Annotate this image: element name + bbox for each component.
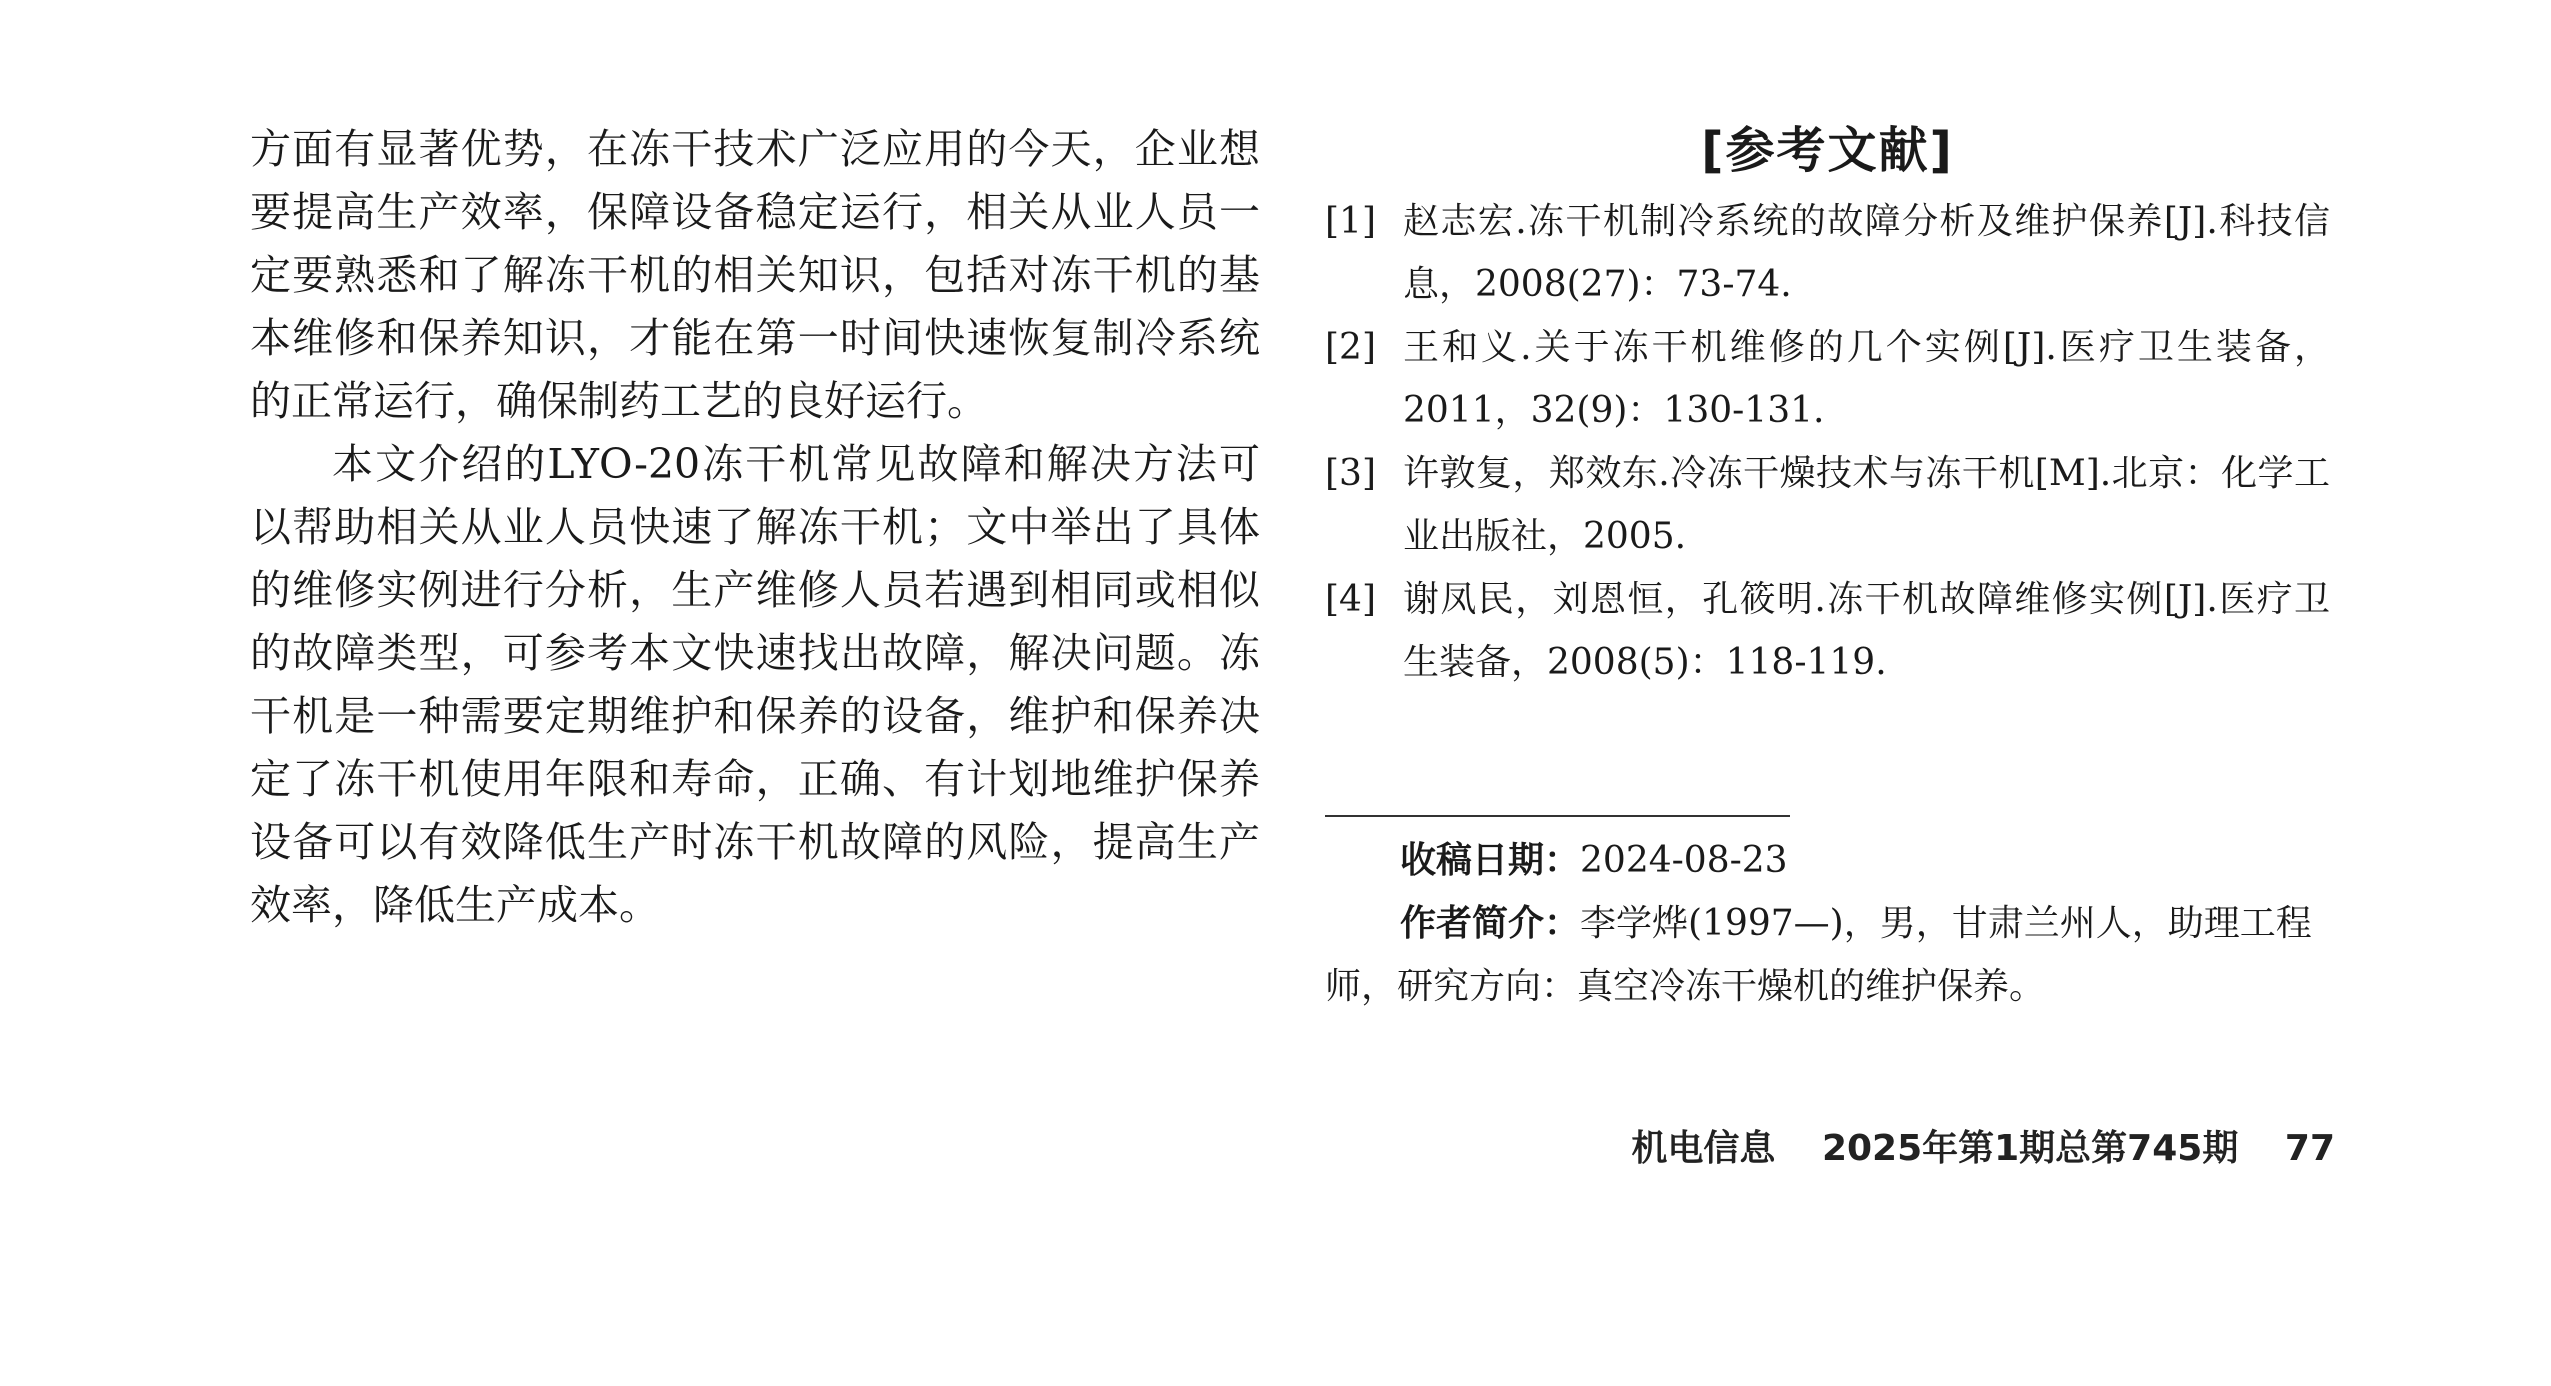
references-heading: [参考文献] xyxy=(1701,122,1954,179)
body-paragraph-1: 方面有显著优势，在冻干技术广泛应用的今天，企业想要提高生产效率，保障设备稳定运行，相关从业人员一定要熟悉和了解冻干机的相关知识，包括对冻干机的基本维修和保养知识，才能在第一时间快速恢复制冷系统的正常运行，确保制药工艺的良好运行。 xyxy=(250,125,1260,425)
reference-number: [2] xyxy=(1325,327,1376,368)
reference-number: [4] xyxy=(1325,579,1376,620)
reference-item-3 xyxy=(1325,442,2330,568)
author-bio-value-line1: 李学烨(1997—)，男，甘肃兰州人，助理工程 xyxy=(1580,903,2312,944)
author-bio-continuation: 师，研究方向：真空冷冻干燥机的维护保养。 xyxy=(1325,966,2046,1007)
journal-name: 机电信息 xyxy=(1631,1128,1776,1169)
references-section xyxy=(1325,118,2330,694)
reference-number: [3] xyxy=(1325,453,1376,494)
author-bio xyxy=(1325,892,2330,955)
reference-item-4 xyxy=(1325,568,2330,694)
reference-text: 王和义.关于冻干机维修的几个实例[J].医疗卫生装备，2011，32(9)：130-131. xyxy=(1403,327,2330,431)
reference-item-1 xyxy=(1325,190,2330,316)
received-date-label: 收稿日期： xyxy=(1400,840,1581,881)
body-paragraph-2: 本文介绍的LYO-20冻干机常见故障和解决方法可以帮助相关从业人员快速了解冻干机；文中举出了具体的维修实例进行分析，生产维修人员若遇到相同或相似的故障类型，可参考本文快速找出故障，解决问题。冻干机是一种需要定期维护和保养的设备，维护和保养决定了冻干机使用年限和寿命，正确、有计划地维护保养设备可以有效降低生产时冻干机故障的风险，提高生产效率，降低生产成本。 xyxy=(250,440,1260,929)
body-text-column xyxy=(250,118,1260,937)
page-number: 77 xyxy=(2284,1128,2335,1169)
issue-info: 2025年第1期总第745期 xyxy=(1821,1128,2239,1169)
reference-item-2 xyxy=(1325,316,2330,442)
author-bio-label: 作者简介： xyxy=(1400,903,1581,944)
page-footer xyxy=(1631,1120,2335,1171)
reference-number: [1] xyxy=(1325,201,1376,242)
reference-list xyxy=(1325,190,2330,694)
reference-text: 赵志宏.冻干机制冷系统的故障分析及维护保养[J].科技信息，2008(27)：73-74. xyxy=(1403,201,2330,305)
received-date xyxy=(1325,829,2330,892)
received-date-value: 2024-08-23 xyxy=(1580,840,1788,881)
reference-text: 谢凤民，刘恩恒，孔筱明.冻干机故障维修实例[J].医疗卫生装备，2008(5)：118-119. xyxy=(1403,579,2330,683)
article-notes xyxy=(1325,829,2330,1018)
reference-text: 许敦复，郑效东.冷冻干燥技术与冻干机[M].北京：化学工业出版社，2005. xyxy=(1403,453,2330,557)
footnote-divider xyxy=(1325,815,1790,817)
